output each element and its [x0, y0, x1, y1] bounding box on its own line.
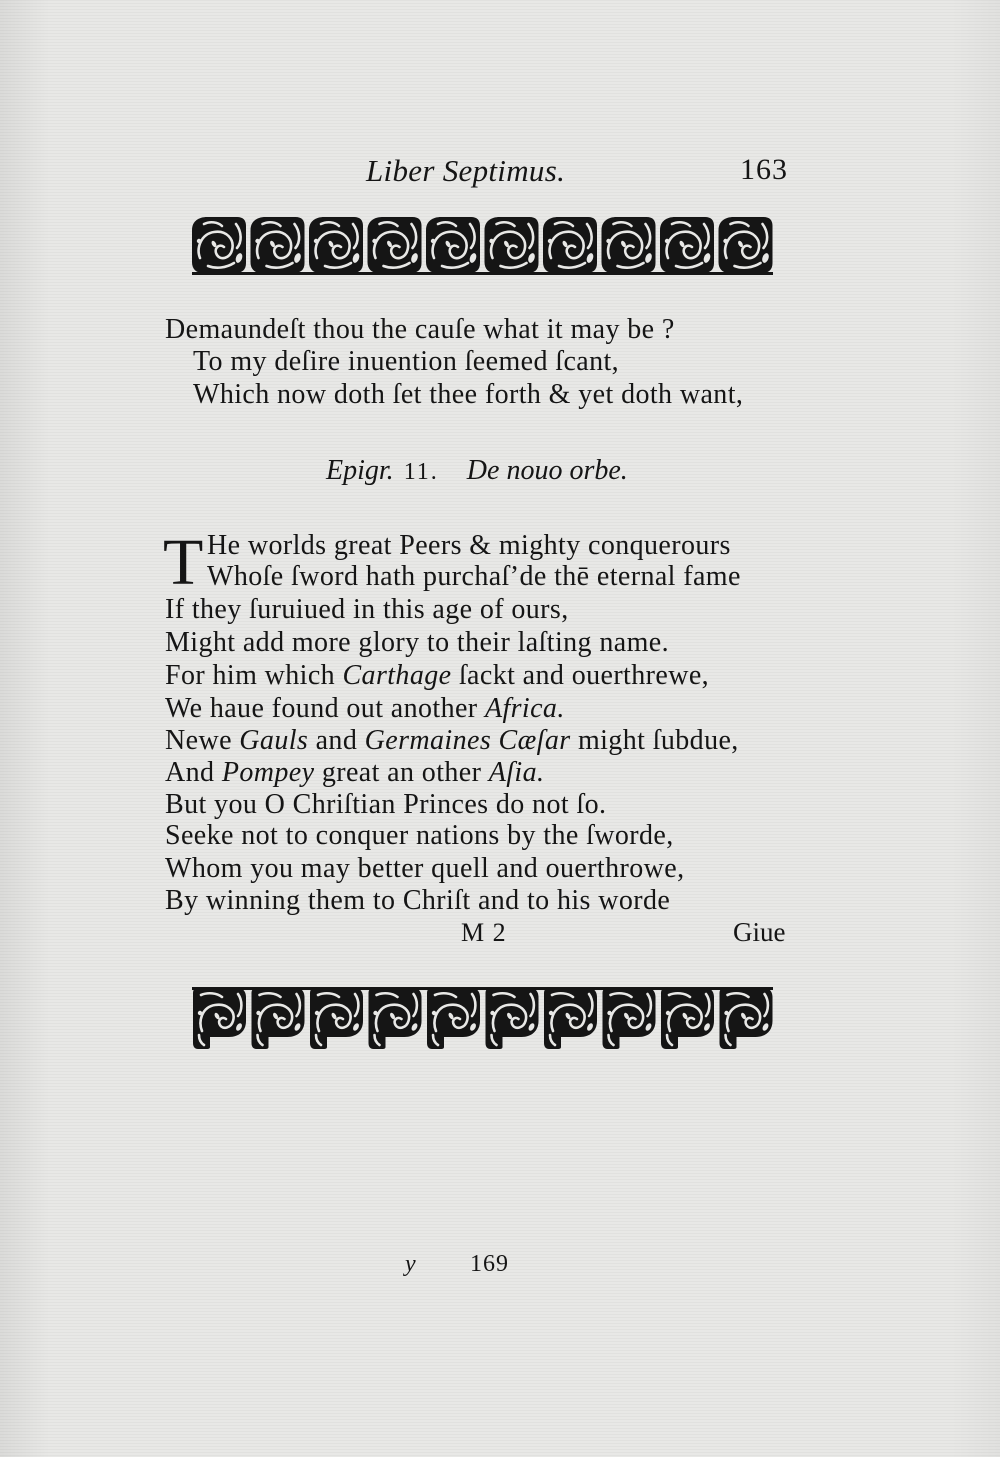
- italic-name: Aſia.: [488, 757, 545, 788]
- ornament-unit: [543, 217, 597, 273]
- verse-text: And: [165, 757, 222, 788]
- ornament-band-bottom: [190, 985, 775, 1051]
- epigram-label: Epigr.: [326, 455, 394, 486]
- verse-line: [165, 660, 709, 692]
- verse-line: [165, 885, 670, 917]
- verse-line: [165, 594, 569, 626]
- epigram-title: De nouo orbe.: [466, 455, 628, 486]
- ornament-unit: [427, 987, 480, 1049]
- ornament-unit: [310, 987, 363, 1049]
- verse-text: He worlds great Peers & mighty conquerours: [207, 530, 731, 561]
- ornament-unit: [602, 217, 656, 273]
- epigram-number: 11.: [403, 459, 439, 485]
- ornament-unit: [485, 217, 539, 273]
- page-number: 163: [740, 153, 788, 186]
- stanza-line: To my deſire inuention ſeemed ſcant,: [193, 346, 620, 377]
- verse-text: We haue found out another: [165, 693, 485, 724]
- ornament-unit: [486, 987, 539, 1049]
- italic-name: Africa.: [484, 693, 565, 724]
- ornament-unit: [603, 987, 656, 1049]
- verse-text: great an other: [314, 757, 489, 788]
- verse-line: [207, 561, 741, 593]
- drop-cap: T: [163, 526, 204, 599]
- footer-number: 169: [470, 1251, 509, 1277]
- verse-text: ſackt and ouerthrewe,: [451, 660, 710, 691]
- verse-text: But you O Chriſtian Princes do not ſo.: [165, 789, 607, 820]
- verse-text: might ſubdue,: [570, 725, 739, 756]
- verse-text: Newe: [165, 725, 240, 756]
- ornament-unit: [369, 987, 422, 1049]
- verse-line: [165, 757, 544, 789]
- ornament-unit: [192, 217, 246, 273]
- running-head-title: Liber Septimus.: [366, 153, 566, 188]
- verse-text: Might add more glory to their laſting name.: [165, 627, 669, 658]
- verse-line: [165, 725, 739, 757]
- stanza-line: Demaundeſt thou the cauſe what it may be ?: [165, 314, 675, 345]
- ornament-unit: [719, 217, 773, 273]
- ornament-unit: [660, 217, 714, 273]
- ornament-unit: [544, 987, 597, 1049]
- ornament-rule: [192, 272, 773, 275]
- ornament-unit: [368, 217, 422, 273]
- ornament-unit: [720, 987, 773, 1049]
- verse-line: [165, 693, 565, 725]
- ornament-unit: [251, 217, 305, 273]
- verse-text: Whom you may better quell and ouerthrowe,: [165, 853, 685, 884]
- footer-mark: y: [405, 1251, 417, 1277]
- catchword: Giue: [733, 917, 786, 947]
- verse-text: If they ſuruiued in this age of ours,: [165, 594, 569, 625]
- verse-text: and: [308, 725, 365, 756]
- italic-name: Carthage: [342, 660, 452, 691]
- verse-text: Seeke not to conquer nations by the ſworde,: [165, 820, 674, 851]
- verse-text: Whoſe ſword hath purchaſ’de thē eternal fame: [207, 561, 741, 592]
- italic-name: Pompey: [221, 757, 315, 788]
- verse-text: By winning them to Chriſt and to his worde: [165, 885, 671, 916]
- ornament-unit: [252, 987, 305, 1049]
- ornament-unit: [661, 987, 714, 1049]
- verse-line: [165, 789, 606, 821]
- ornament-unit: [426, 217, 480, 273]
- epigram-heading: [326, 455, 628, 488]
- italic-name: Germaines Cæſar: [364, 725, 571, 756]
- verse-line: [165, 820, 674, 852]
- ornament-unit: [309, 217, 363, 273]
- verse-line: [207, 530, 731, 562]
- verse-line: [165, 853, 684, 885]
- verse-line: [165, 627, 669, 659]
- ornament-unit: [193, 987, 246, 1049]
- ornament-band-top: [190, 214, 775, 278]
- signature-mark: M 2: [461, 918, 507, 947]
- stanza-line: Which now doth ſet thee forth & yet doth want,: [193, 379, 744, 410]
- italic-name: Gauls: [239, 725, 309, 756]
- verse-text: For him which: [165, 660, 343, 691]
